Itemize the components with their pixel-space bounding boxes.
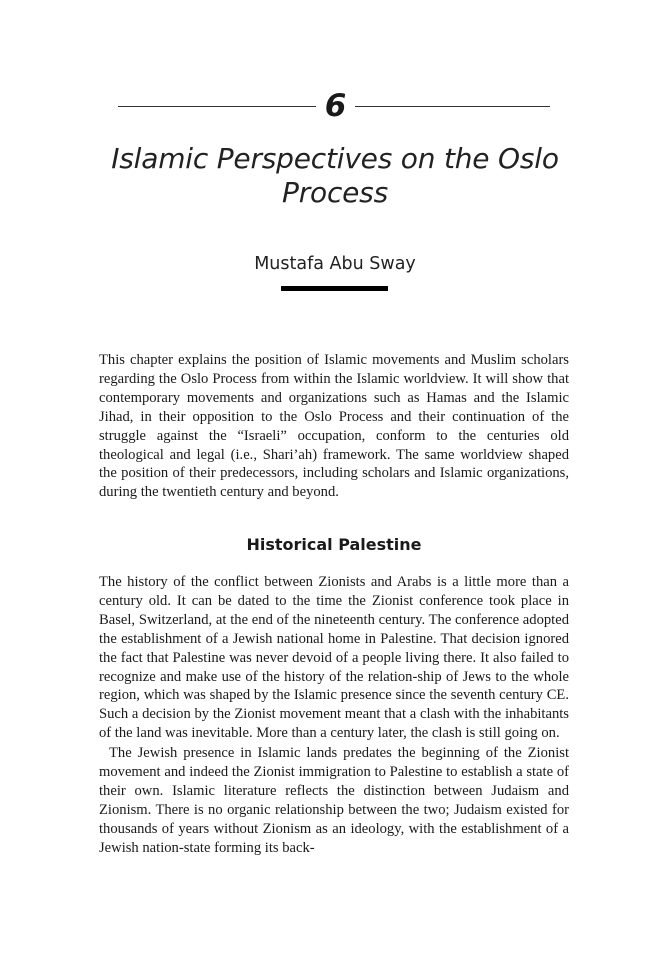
chapter-author: Mustafa Abu Sway	[254, 254, 416, 274]
author-underline-bar	[281, 286, 388, 291]
chapter-title: Islamic Perspectives on the Oslo Process	[111, 142, 559, 209]
body-paragraph: The history of the conflict between Zionists and Arabs is a little more than a century old. It can be dated to the time the Zionist conference took place in Basel, Switzerland, at the end of the nineteenth century. The conference adopted the establishment of a Jewish national home in Palestine. That decision ignored the fact that Palestine was never devoid of a people living there. It also failed to recognize and make use of the history of the relation-ship of Jews to the whole region, which was shaped by the Islamic presence since the seventh century CE. Such a decision by the Zionist movement meant that a clash with the inhabitants of the land was inevitable. More than a century later, the clash is still going on.	[99, 574, 569, 742]
chapter-abstract: This chapter explains the position of Islamic movements and Muslim scholars regarding the Oslo Process from within the Islamic worldview. It will show that contemporary movements and organizations such as Hamas and the Islamic Jihad, in their opposition to the Oslo Process and their continuation of the struggle against the “Israeli” occupation, conform to the centuries old theological and legal (i.e., Shari’ah) framework. The same worldview shaped the position of their predecessors, including scholars and Islamic organizations, during the twentieth century and beyond.	[99, 352, 569, 501]
body-paragraph: The Jewish presence in Islamic lands predates the beginning of the Zionist movement and indeed the Zionist immigration to Palestine to establish a state of their own. Islamic literature reflects the distinction between Judaism and Zionism. There is no organic relationship between the two; Judaism existed for thousands of years without Zionism as an ideology, with the establishment of a Jewish nation-state forming its back-	[99, 745, 569, 856]
chapter-number: 6	[324, 88, 347, 124]
chapter-rule-right	[355, 106, 550, 107]
section-heading: Historical Palestine	[246, 535, 422, 554]
chapter-rule-left	[118, 106, 316, 107]
